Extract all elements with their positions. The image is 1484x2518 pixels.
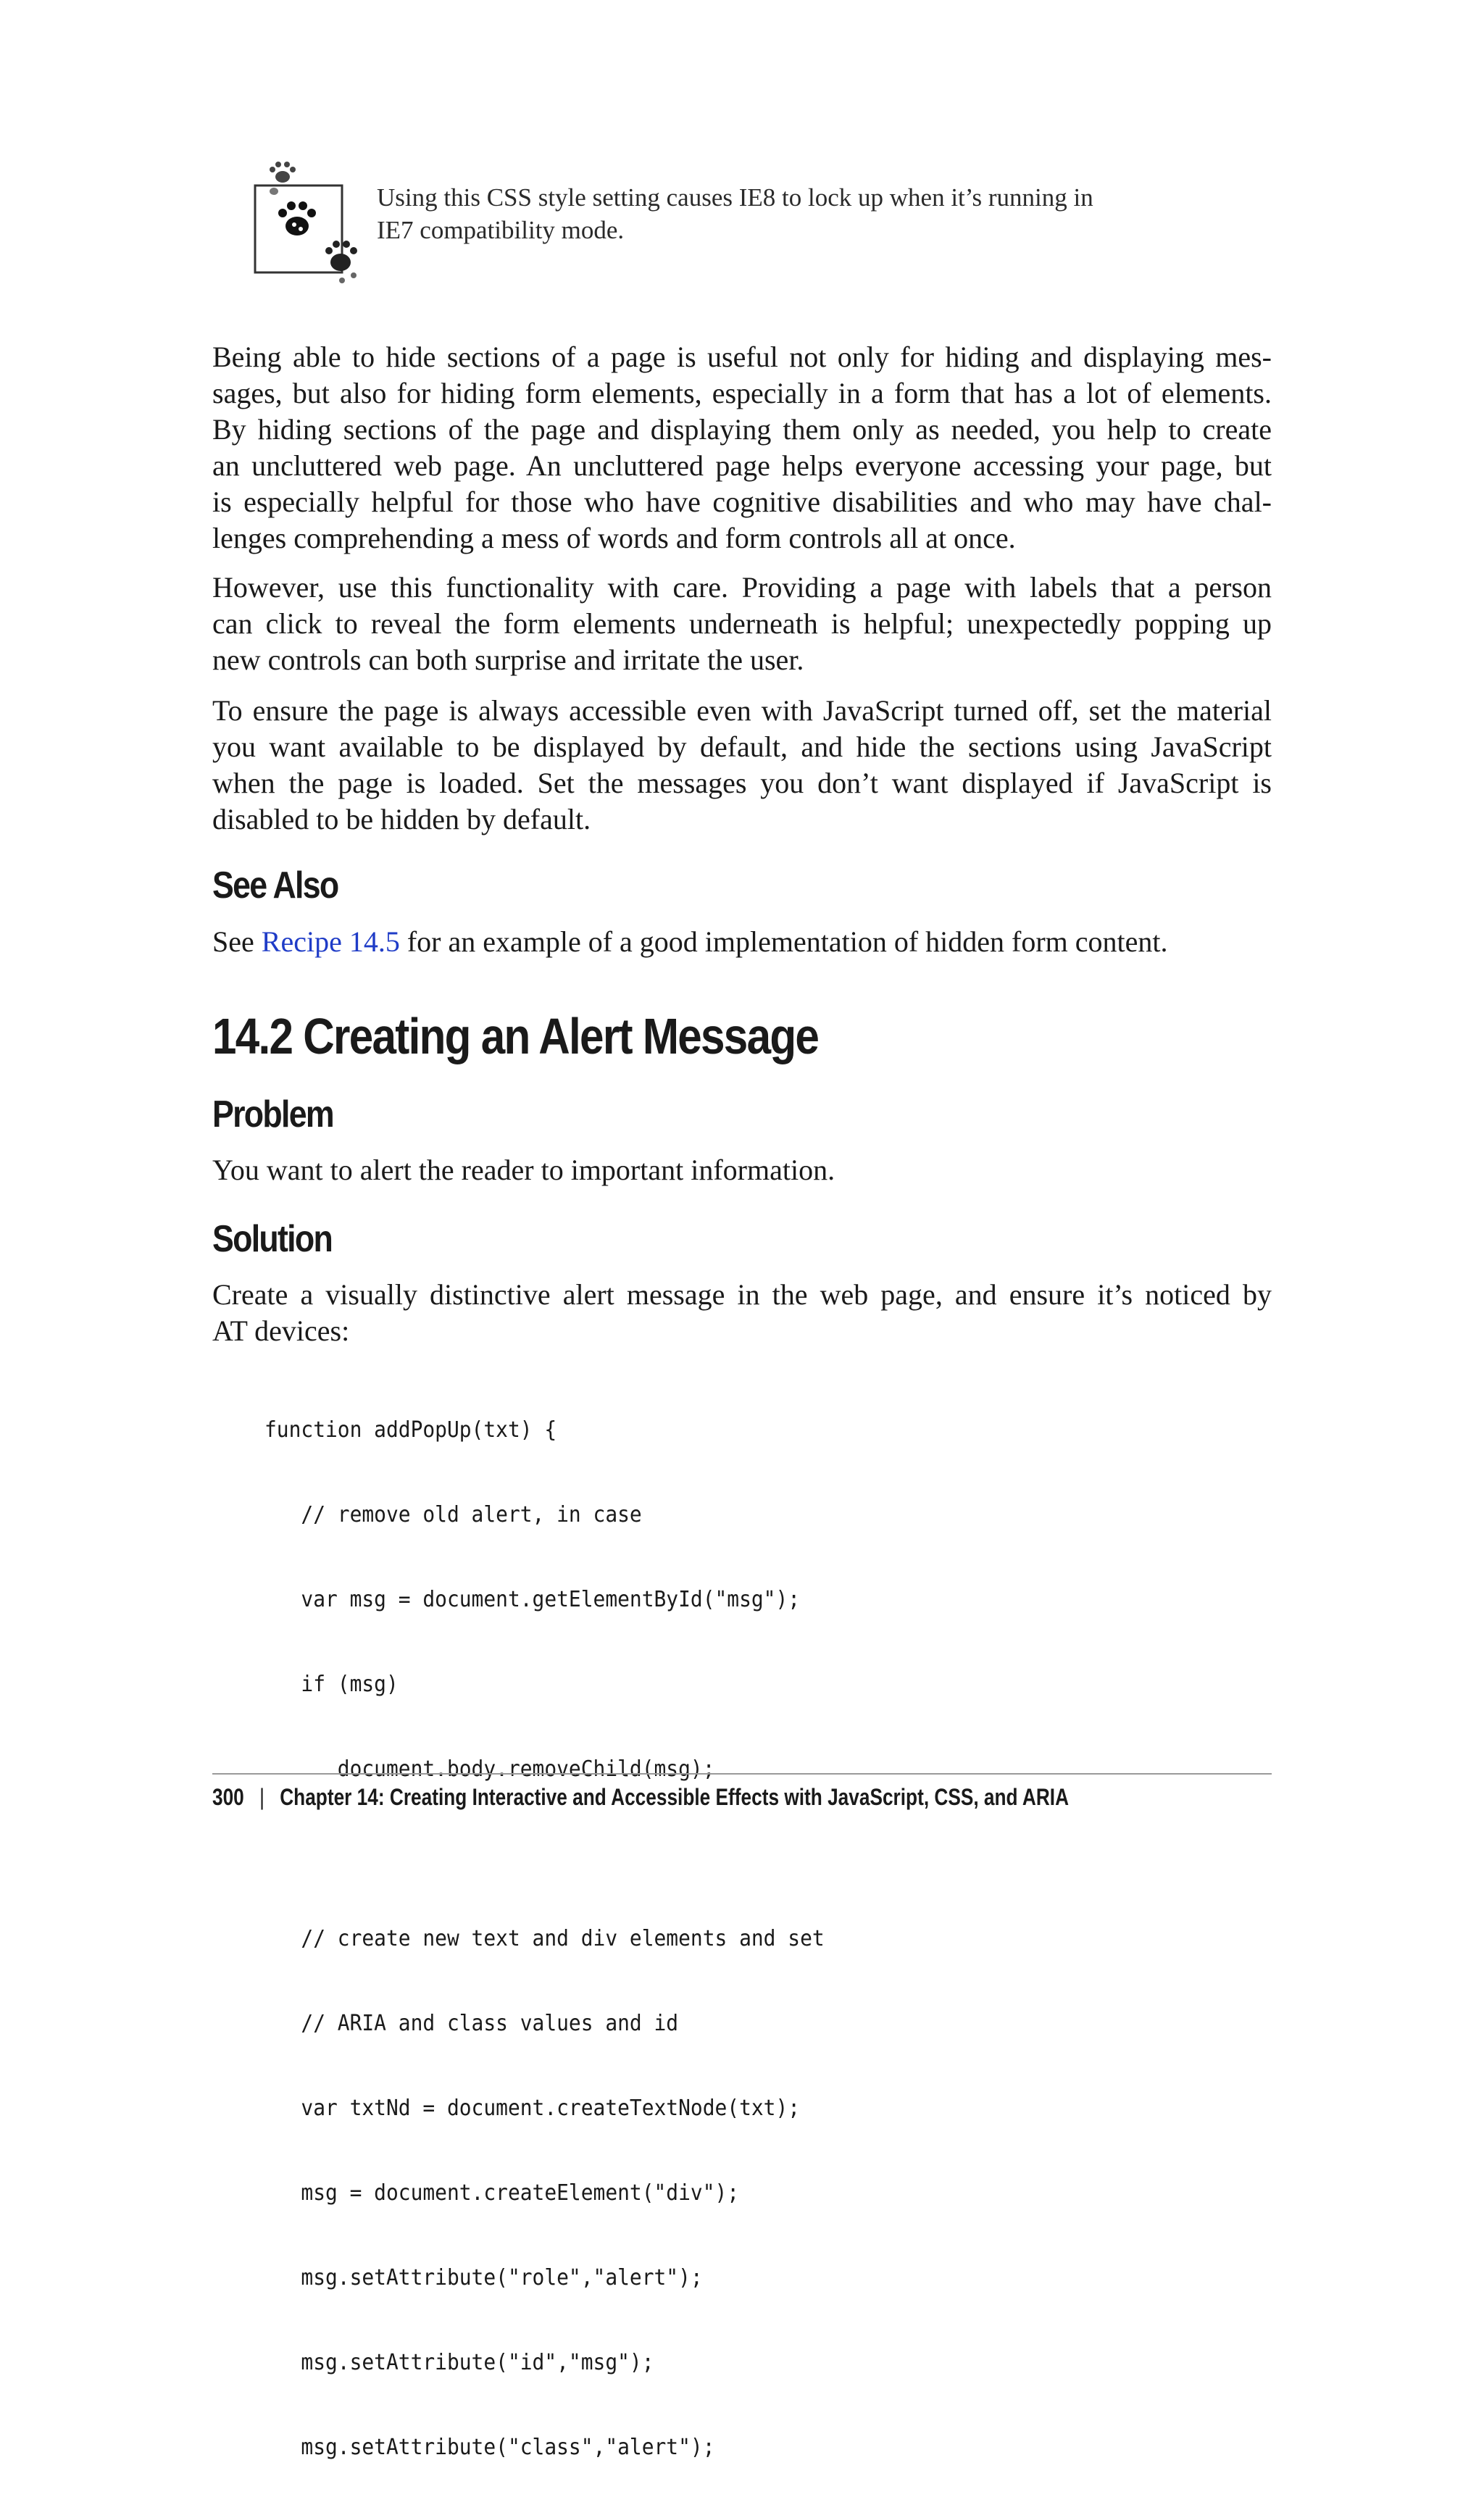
raccoon-paw-prints-icon [252,161,368,288]
see-also-suffix: for an example of a good implementation of hidden form content. [399,925,1168,958]
paragraph-line: To ensure the page is always accessible even with JavaScript turned off, set the material [212,694,1272,727]
paragraph-line: when the page is loaded. Set the messages you don’t want displayed if JavaScript is [212,767,1272,799]
footer-rule [212,1773,1272,1775]
paragraph-line: AT devices: [212,1314,350,1347]
solution-paragraph [212,1277,1272,1349]
paragraph-line: Being able to hide sections of a page is useful not only for hiding and displaying mes- [212,341,1272,373]
solution-heading: Solution [212,1218,333,1260]
paragraph-line: can click to reveal the form elements underneath is helpful; unexpectedly popping up [212,607,1272,640]
body-paragraph [212,693,1272,838]
footer-separator: | [259,1784,264,1810]
code-line [264,1840,825,1868]
see-also-paragraph [212,924,1272,960]
note-line: IE7 compatibility mode. [377,216,625,244]
body-paragraph [212,570,1272,678]
paragraph-line: By hiding sections of the page and displaying them only as needed, you help to create [212,413,1272,446]
paragraph-line: new controls can both surprise and irritate the user. [212,643,804,676]
recipe-14-5-link[interactable]: Recipe 14.5 [261,925,400,958]
code-line: var msg = document.getElementById("msg"); [264,1587,801,1612]
note-text [377,181,1174,246]
code-line: if (msg) [264,1672,399,1697]
paragraph-line: is especially helpful for those who have cognitive disabilities and who may have chal- [212,485,1272,518]
body-paragraph [212,339,1272,556]
code-line: // create new text and div elements and set [264,1926,825,1951]
paragraph-line: an uncluttered web page. An uncluttered page helps everyone accessing your page, but [212,449,1272,482]
recipe-title: 14.2 Creating an Alert Message [212,1008,819,1064]
book-page [212,0,1272,2460]
note-line: Using this CSS style setting causes IE8 to lock up when it’s running in [377,183,1093,212]
code-line: msg.setAttribute("class","alert"); [264,2435,715,2460]
problem-heading: Problem [212,1093,333,1135]
code-line: document.body.removeChild(msg); [264,1756,715,1782]
paragraph-line: You want to alert the reader to important information. [212,1154,835,1186]
code-line: function addPopUp(txt) { [264,1417,557,1443]
code-block [264,1359,825,2518]
paragraph-line: disabled to be hidden by default. [212,803,591,835]
page-footer [212,1784,1069,1811]
paragraph-line: Create a visually distinctive alert message in the web page, and ensure it’s noticed by [212,1278,1272,1311]
code-line: msg.setAttribute("id","msg"); [264,2350,654,2375]
code-line: msg = document.createElement("div"); [264,2180,740,2206]
chapter-title: Chapter 14: Creating Interactive and Accessible Effects with JavaScript, CSS, and ARIA [280,1784,1070,1810]
problem-paragraph [212,1152,1272,1188]
code-line: msg.setAttribute("role","alert"); [264,2265,703,2290]
code-line: // ARIA and class values and id [264,2011,679,2036]
code-line: var txtNd = document.createTextNode(txt); [264,2096,801,2121]
paragraph-line: sages, but also for hiding form elements, especially in a form that has a lot of elements. [212,377,1272,409]
note-block [252,161,1194,284]
paragraph-line: lenges comprehending a mess of words and form controls all at once. [212,522,1016,554]
code-line: // remove old alert, in case [264,1502,642,1527]
page-number: 300 [212,1784,244,1810]
see-also-heading: See Also [212,864,338,906]
see-also-prefix: See [212,925,262,958]
paragraph-line: However, use this functionality with care. Providing a page with labels that a person [212,571,1272,604]
paragraph-line: you want available to be displayed by default, and hide the sections using JavaScript [212,730,1272,763]
